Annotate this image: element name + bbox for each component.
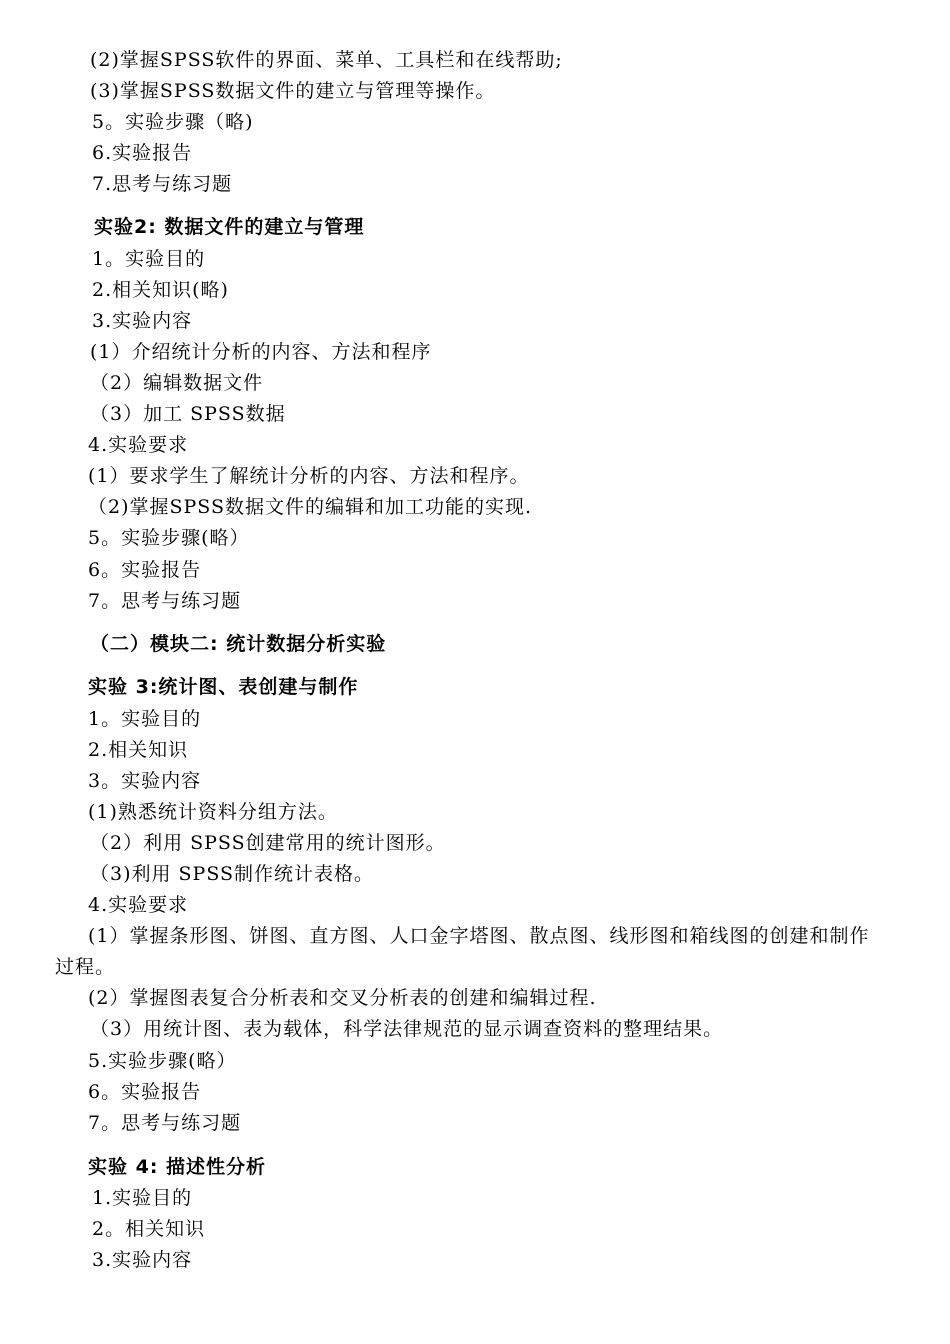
text-line: 1。实验目的 — [88, 708, 202, 730]
section-heading: 实验 4: 描述性分析 — [88, 1156, 267, 1178]
text-line: （3）用统计图、表为载体，科学法律规范的显示调查资料的整理结果。 — [90, 1018, 724, 1040]
text-line: (3)掌握SPSS数据文件的建立与管理等操作。 — [90, 80, 496, 102]
text-line: 3.实验内容 — [92, 310, 193, 332]
text-line: 2.相关知识(略) — [92, 279, 229, 301]
text-line: 5.实验步骤(略） — [88, 1050, 237, 1072]
module-heading: （二）模块二: 统计数据分析实验 — [90, 633, 387, 655]
text-line: (1）要求学生了解统计分析的内容、方法和程序。 — [88, 465, 530, 487]
text-line: 4.实验要求 — [88, 894, 189, 916]
text-line: 1.实验目的 — [92, 1187, 193, 1209]
text-line: (2）掌握图表复合分析表和交叉分析表的创建和编辑过程. — [88, 987, 597, 1009]
text-line: (1）掌握条形图、饼图、直方图、人口金字塔图、散点图、线形图和箱线图的创建和制作 — [88, 925, 870, 947]
text-line: 5。实验步骤（略) — [92, 111, 254, 133]
section-heading: 实验2: 数据文件的建立与管理 — [94, 216, 365, 238]
text-line: 6。实验报告 — [88, 559, 202, 581]
text-line: 7.思考与练习题 — [92, 173, 233, 195]
text-line: （3）加工 SPSS数据 — [90, 403, 286, 425]
text-line: 6.实验报告 — [92, 142, 193, 164]
section-heading: 实验 3:统计图、表创建与制作 — [88, 676, 359, 698]
text-line: 3.实验内容 — [92, 1249, 193, 1271]
text-line: 7。思考与练习题 — [88, 590, 242, 612]
text-line: 3。实验内容 — [88, 770, 202, 792]
text-line: 5。实验步骤(略） — [88, 527, 250, 549]
text-line: (2)掌握SPSS软件的界面、菜单、工具栏和在线帮助; — [90, 49, 563, 71]
text-line: (1）介绍统计分析的内容、方法和程序 — [90, 341, 432, 363]
text-line: （3)利用 SPSS制作统计表格。 — [90, 863, 375, 885]
text-line: 7。思考与练习题 — [88, 1112, 242, 1134]
text-line: 过程。 — [55, 956, 116, 978]
text-line: 2。相关知识 — [92, 1218, 206, 1240]
text-line: (1)熟悉统计资料分组方法。 — [88, 801, 338, 823]
text-line: （2）编辑数据文件 — [90, 372, 264, 394]
text-line: （2）利用 SPSS创建常用的统计图形。 — [90, 832, 446, 854]
text-line: 6。实验报告 — [88, 1081, 202, 1103]
text-line: 1。实验目的 — [92, 248, 206, 270]
text-line: 4.实验要求 — [88, 434, 189, 456]
text-line: 2.相关知识 — [88, 739, 189, 761]
text-line: （2)掌握SPSS数据文件的编辑和加工功能的实现. — [88, 496, 533, 518]
